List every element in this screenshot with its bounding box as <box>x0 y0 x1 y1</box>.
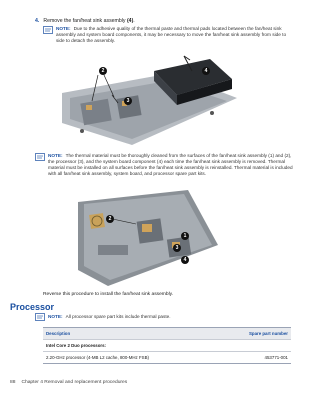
callout-2: 2 <box>99 67 107 75</box>
page-number: 88 <box>10 380 16 385</box>
step-4 <box>35 18 135 25</box>
chapter-title: Chapter 4 Removal and replacement procedures <box>21 380 128 385</box>
callout-3: 3 <box>124 97 132 105</box>
note-1 <box>43 26 293 44</box>
note-label: NOTE: <box>56 26 71 31</box>
callout-4: 4 <box>202 67 210 75</box>
callout-4: 4 <box>181 256 189 264</box>
note-3 <box>35 314 293 320</box>
page-footer <box>10 380 127 385</box>
group-label: Intel Core 2 Duo processors: <box>46 343 107 348</box>
callout-2: 2 <box>106 215 114 223</box>
step-callout-ref: (4) <box>126 18 134 24</box>
fan-heat-sink-illustration <box>62 53 237 148</box>
note-2 <box>35 153 293 177</box>
table-group-row <box>43 339 291 351</box>
step-text: Remove the fan/heat sink assembly <box>43 18 127 24</box>
note-label: NOTE: <box>48 153 63 158</box>
row-description: 2.20-GHz processor (4-MB L2 cache, 800-MHz FSB) <box>46 355 149 360</box>
section-title: Processor <box>10 302 55 312</box>
step-text-end: . <box>133 18 135 24</box>
figure-thermal-material <box>78 190 218 286</box>
note-text: The thermal material must be thoroughly cleaned from the surfaces of the fan/heat sink assembly (1) and (2), the processor (3), and the system board component (4) each time the fan/heat sink assembly is removed. Thermal material must be installed on all surfaces before the fan/heat sink assembly is reinstalled. Thermal material is included with all fan/heat sink assembly, system board, and processor spare part kits. <box>48 153 293 177</box>
note-label: NOTE: <box>48 314 63 319</box>
step-number: 4. <box>35 18 40 24</box>
figure-fan-heat-sink <box>62 53 237 148</box>
note-icon <box>35 153 45 161</box>
header-spare-part: Spare part number <box>248 331 288 336</box>
spare-parts-table <box>43 327 291 364</box>
note-text: Due to the adhesive quality of the thermal paste and thermal pads located between the fan/heat sink assembly and system board components, it may be necessary to move the fan/heat sink assembly from side to side to detach the assembly. <box>56 26 287 44</box>
note-text: All processor spare part kits include thermal paste. <box>65 314 171 319</box>
reverse-instruction: Reverse this procedure to install the fan/heat sink assembly. <box>43 292 174 297</box>
callout-1: 1 <box>181 232 189 240</box>
table-row <box>43 351 291 364</box>
callout-3: 3 <box>173 244 181 252</box>
note-icon <box>35 313 45 321</box>
table-header <box>43 327 291 339</box>
note-icon <box>43 26 53 34</box>
header-description: Description <box>46 331 71 336</box>
row-part-number: 453771-001 <box>264 355 288 360</box>
system-board-illustration <box>78 190 218 286</box>
